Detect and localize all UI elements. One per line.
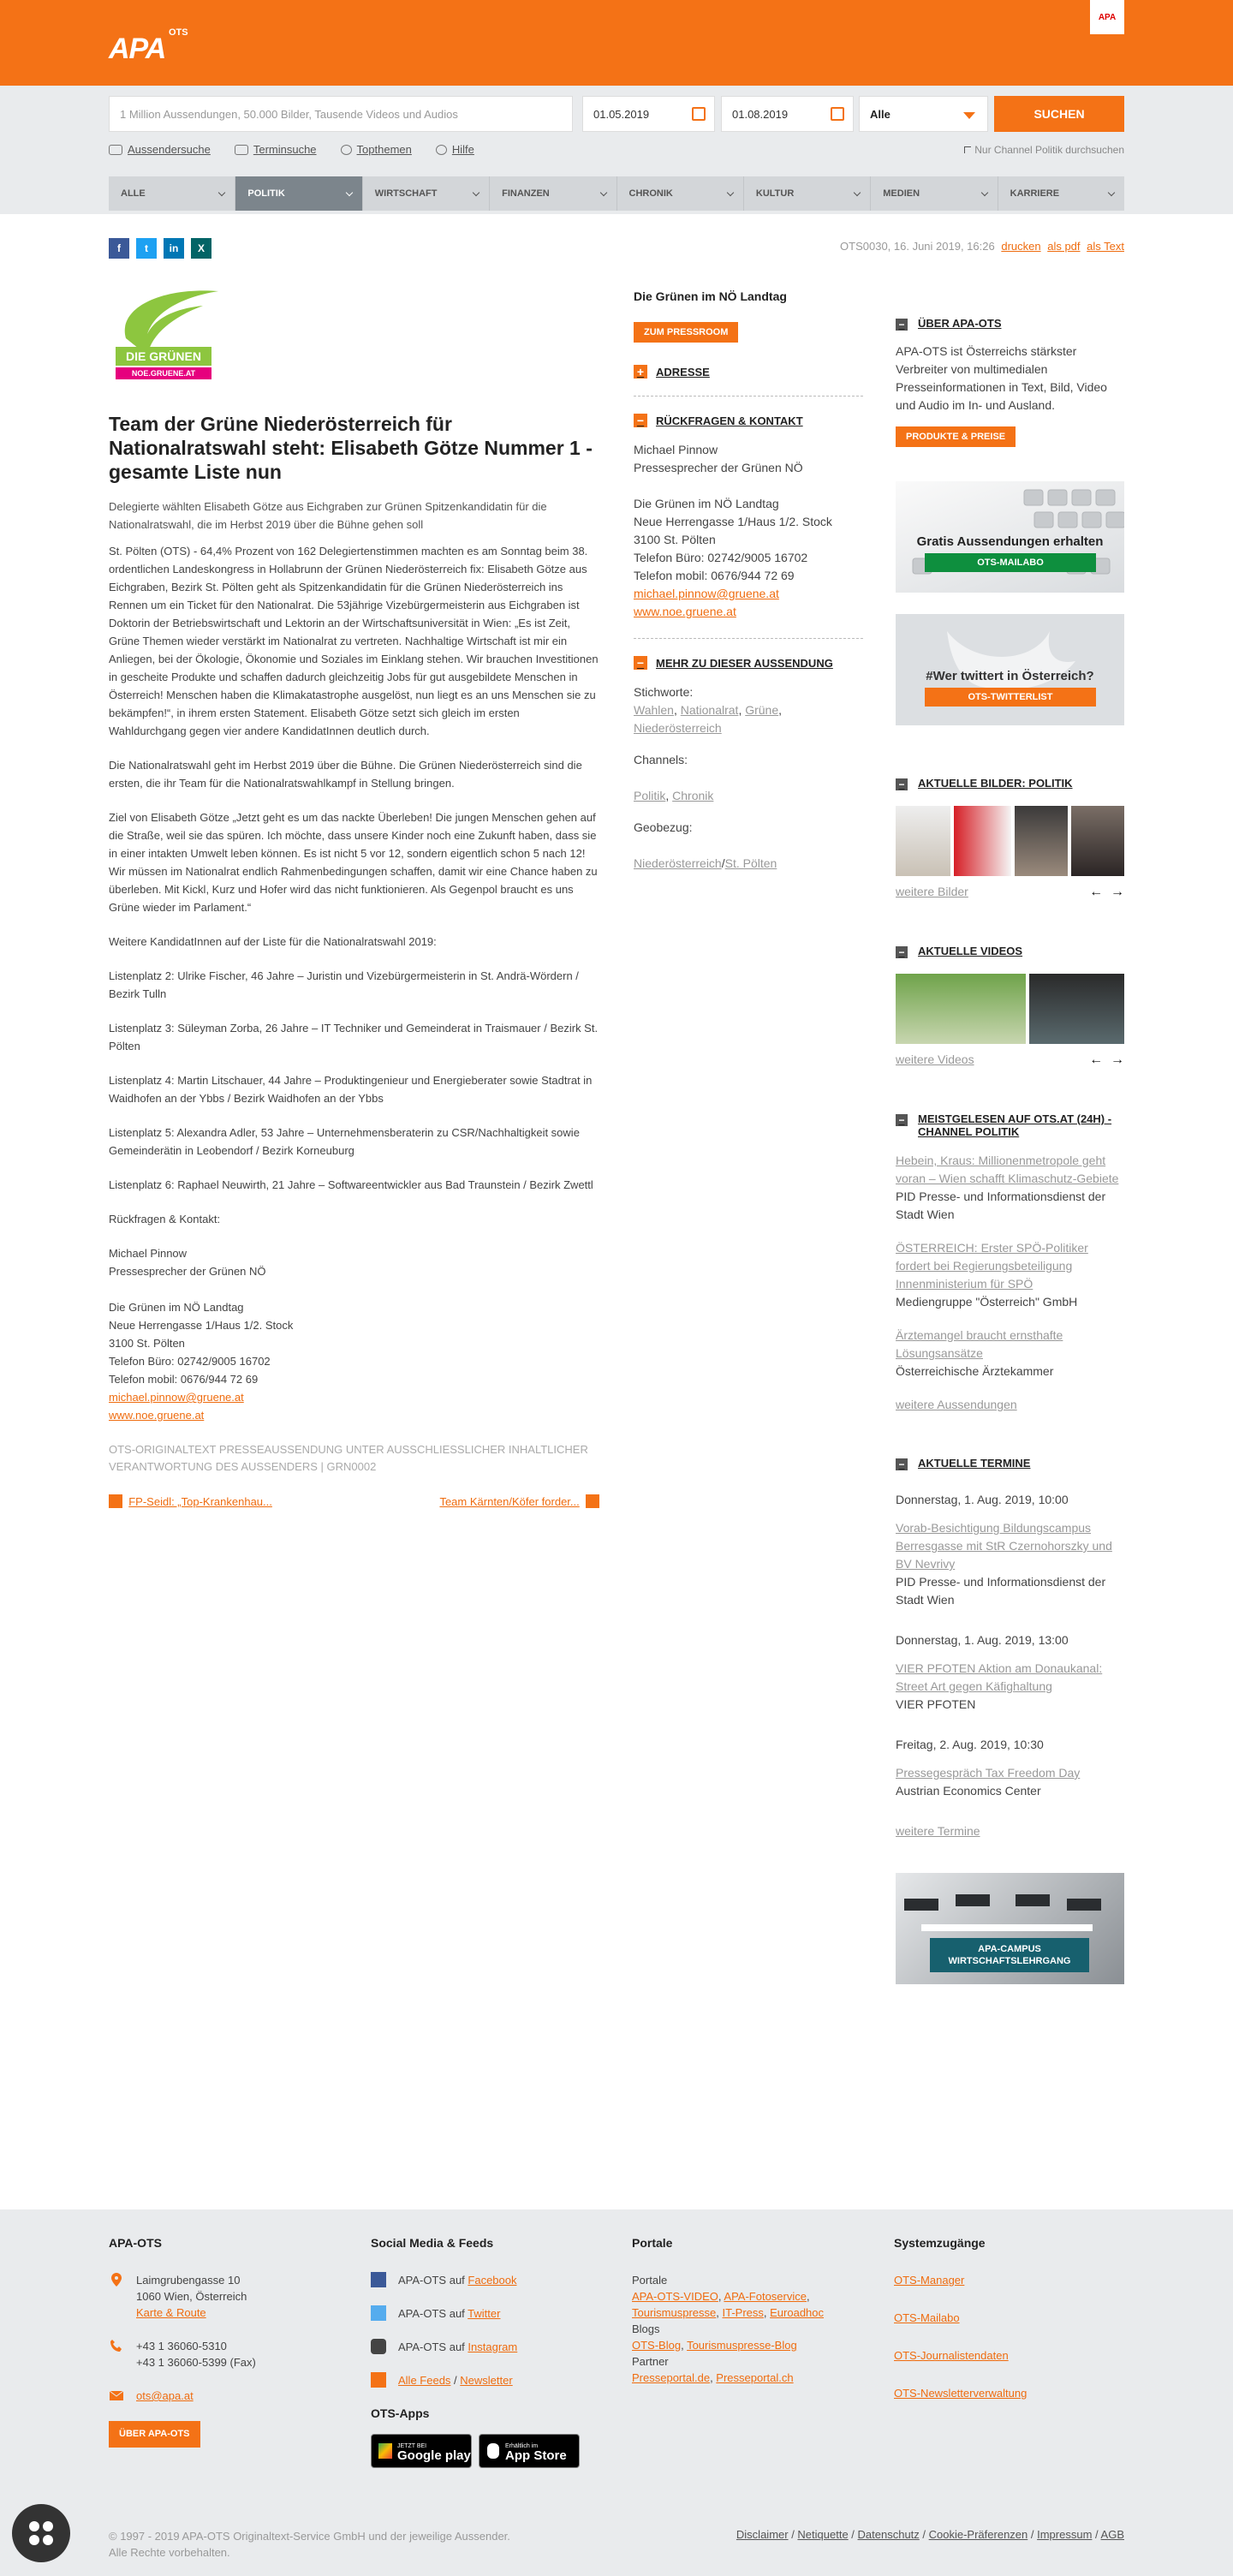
arrow-right-icon	[586, 1494, 599, 1508]
contact-role: Pressesprecher der Grünen NÖ	[634, 461, 803, 474]
list-item-source: Österreichische Ärztekammer	[896, 1364, 1054, 1378]
chevron-down-icon	[727, 189, 734, 196]
tab-label: ALLE	[121, 188, 146, 199]
stichworte: Stichworte: Wahlen, Nationalrat, Grüne, Niederösterreich	[634, 685, 783, 735]
article-paragraph: St. Pölten (OTS) - 64,4% Prozent von 162 Delegiertenstimmen machten es am Sonntag beim 38. ordentlichen Landeskongress in Hollabrunn der Grünen Niederösterreich fix: Elisabeth Götze aus Eichgraben, Bezirk St. Pölten geht als Spitzenkandidatin für die Grünen Niederösterreich ins Rennen um ein Ticket für den Nationalrat. Die 53jährige Vizebürgermeisterin aus Eichgraben ist Doktorin der Betriebswirtschaft und Lektorin an der Wirtschaftsuniversität in Wien: „Es ist Zeit, Grüne Themen wieder verstärkt im Nationalrat zu vertreten. Nachhaltige Wirtschaft ist mir ein Anliegen, bei der Ökologie, Ökonomie und Soziales im Einklang stehen. Wir brauchen Investitionen in gescheite Produkte und schaffen dadurch gleichzeitig Jobs für gut ausgebildete Menschen in Österreich! Menschen haben die Klimakatastrophe ausgelöst, nun liegt es an uns Menschen sie zu bekämpfen!“, in ihrem ersten Statement. Elisabeth Götze setzt sich gleich im ersten Wahldurchgang gegen vier andere KandidatInnen deutlich durch.	[109, 545, 599, 737]
tab-finanzen[interactable]	[490, 176, 616, 211]
section-label: ÜBER APA-OTS	[918, 317, 1002, 330]
contact-org: Die Grünen im NÖ Landtag	[109, 1301, 244, 1314]
mailabo-promo[interactable]	[896, 481, 1124, 593]
ueber-apa-ots-button[interactable]: ÜBER APA-OTS	[109, 2421, 200, 2448]
minus-icon: −	[896, 319, 908, 331]
chevron-down-icon	[346, 189, 353, 196]
social-twitter	[371, 2305, 611, 2322]
facebook-icon	[371, 2272, 386, 2287]
date-from-input[interactable]	[582, 96, 715, 132]
bilder-toggle[interactable]	[896, 777, 1124, 790]
list-item	[896, 1327, 1124, 1380]
portal-link[interactable]: APA-OTS-VIDEO	[632, 2290, 718, 2303]
list-item	[896, 1239, 1124, 1311]
checkbox-icon	[964, 146, 971, 153]
list-item-link[interactable]: VIER PFOTEN Aktion am Donaukanal: Street Art gegen Käfighaltung	[896, 1661, 1103, 1693]
tab-wirtschaft[interactable]	[363, 176, 490, 211]
thumbnail-image[interactable]	[1071, 806, 1124, 876]
mailabo-title: Gratis Aussendungen erhalten	[916, 534, 1104, 549]
tab-label: KARRIERE	[1010, 188, 1060, 199]
meistgelesen-toggle[interactable]	[896, 1112, 1124, 1138]
channels-label: Channels:	[634, 753, 688, 766]
produkte-button[interactable]: PRODUKTE & PREISE	[896, 426, 1016, 447]
chevron-down-icon	[980, 189, 987, 196]
legal-link[interactable]: Cookie-Präferenzen	[928, 2528, 1028, 2541]
portal-link[interactable]: APA-Fotoservice	[724, 2290, 807, 2303]
contact-phone: Telefon Büro: 02742/9005 16702	[634, 551, 808, 564]
phone-icon	[109, 2338, 124, 2353]
minus-icon: −	[896, 1458, 908, 1470]
instagram-link[interactable]: Instagram	[468, 2340, 518, 2353]
date-to-input[interactable]	[721, 96, 854, 132]
search-bar	[0, 86, 1233, 214]
chevron-down-icon	[473, 189, 480, 196]
list-item-link[interactable]: Hebein, Kraus: Millionenmetropole geht voran – Wien schafft Klimaschutz-Gebiete	[896, 1154, 1119, 1185]
partner-label: Partner	[632, 2355, 669, 2368]
badge-label: App Store	[505, 2448, 567, 2463]
ots-id: OTS0030, 16. Juni 2019, 16:26	[840, 240, 995, 253]
legal-links: Disclaimer / Netiquette / Datenschutz / Cookie-Präferenzen / Impressum / AGB	[736, 2528, 1124, 2541]
article	[109, 287, 599, 1508]
facebook-link[interactable]: Facebook	[468, 2274, 517, 2287]
tab-kultur[interactable]	[744, 176, 871, 211]
ueber-toggle[interactable]	[896, 317, 1124, 331]
copyright-line: © 1997 - 2019 APA-OTS Originaltext-Service GmbH und der jeweilige Aussender.	[109, 2530, 510, 2543]
print-link[interactable]: drucken	[1001, 240, 1041, 253]
section-label: AKTUELLE BILDER: POLITIK	[918, 777, 1073, 790]
article-paragraph: Listenplatz 2: Ulrike Fischer, 46 Jahre – Juristin und Vizebürgermeisterin in St. Andrä-Wördern / Bezirk Tulln	[109, 969, 579, 1000]
divider	[634, 396, 863, 397]
chevron-down-icon	[599, 189, 606, 196]
badge-small: JETZT BEI	[397, 2443, 427, 2449]
videos-toggle[interactable]	[896, 945, 1124, 958]
termin-date: Freitag, 2. Aug. 2019, 10:30	[896, 1738, 1044, 1751]
article-paragraph: Weitere KandidatInnen auf der Liste für die Nationalratswahl 2019:	[109, 935, 437, 948]
mail-icon	[109, 2388, 124, 2403]
tab-label: KULTUR	[755, 188, 795, 199]
system-link[interactable]: OTS-Newsletterverwaltung	[894, 2387, 1028, 2400]
footer-email	[109, 2388, 331, 2404]
filter-select[interactable]	[859, 96, 988, 132]
sender-name: Die Grünen im NÖ Landtag	[634, 289, 787, 303]
arrow-left-icon[interactable]: ←	[1089, 885, 1104, 899]
social-facebook	[371, 2272, 611, 2288]
list-item-source: VIER PFOTEN	[896, 1697, 976, 1711]
search-input[interactable]: 1 Million Aussendungen, 50.000 Bilder, Tausende Videos und Audios	[109, 96, 573, 132]
divider	[634, 638, 863, 639]
legal-link[interactable]: Datenschutz	[857, 2528, 920, 2541]
app-badges	[371, 2434, 611, 2470]
prev-next-nav	[109, 1494, 599, 1508]
list-item-source: Austrian Economics Center	[896, 1784, 1041, 1798]
phone-number: +43 1 36060-5310	[136, 2340, 227, 2352]
footer-col-system	[894, 2235, 1125, 2401]
channel-link[interactable]: Politik	[634, 789, 666, 802]
blogs-label: Blogs	[632, 2323, 660, 2335]
article-title: Team der Grüne Niederösterreich für Nationalratswahl steht: Elisabeth Götze Nummer 1 - gesamte Liste nun	[109, 413, 593, 483]
social-prefix: APA-OTS auf	[398, 2307, 468, 2320]
minus-icon: −	[634, 656, 647, 670]
minus-icon: −	[896, 778, 908, 790]
arrow-left-icon	[109, 1494, 122, 1508]
article-lead: Delegierte wählten Elisabeth Götze aus Eichgraben zur Grünen Spitzenkandidatin für die Nationalratswahl, die im Herbst 2019 über die Bühne gehen soll	[109, 500, 547, 531]
date-from-value: 01.05.2019	[593, 108, 650, 121]
list-item-link[interactable]: Vorab-Besichtigung Bildungscampus Berresgasse mit StR Czernohorszky und BV Nevrivy	[896, 1521, 1112, 1571]
chevron-down-icon	[218, 189, 225, 196]
contact-org: Die Grünen im NÖ Landtag	[634, 497, 779, 510]
apa-badge[interactable]: APA	[1090, 0, 1124, 34]
calendar-icon	[235, 145, 248, 155]
tab-politik[interactable]	[235, 176, 362, 211]
play-icon	[378, 2443, 392, 2459]
article-paragraph: Listenplatz 6: Raphael Neuwirth, 21 Jahre – Softwareentwickler aus Bad Traunstein / Bezirk Zwettl	[109, 1178, 593, 1191]
newsletter-link[interactable]: Newsletter	[460, 2374, 513, 2387]
ueber-text: APA-OTS ist Österreichs stärkster Verbreiter von multimedialen Presseinformationen in Text, Bild, Video und Audio im In- und Ausland.	[896, 344, 1107, 412]
twitter-promo[interactable]	[896, 614, 1124, 725]
footer-heading: Portale	[632, 2236, 673, 2250]
filter-value: Alle	[870, 108, 890, 121]
twitter-button[interactable]: OTS-TWITTERLIST	[925, 688, 1096, 707]
contact-web-link[interactable]: www.noe.gruene.at	[634, 605, 736, 618]
arrow-right-icon[interactable]: →	[1111, 885, 1124, 899]
system-link[interactable]: OTS-Manager	[894, 2274, 965, 2287]
location-pin-icon	[109, 2272, 124, 2287]
tab-label: POLITIK	[247, 188, 285, 199]
legal-link[interactable]: Impressum	[1037, 2528, 1093, 2541]
article-paragraph: Rückfragen & Kontakt:	[109, 1213, 221, 1225]
contact-name: Michael Pinnow	[634, 443, 718, 456]
blog-link[interactable]: Tourismuspresse-Blog	[687, 2339, 797, 2352]
next-label: Team Kärnten/Köfer forder...	[439, 1495, 580, 1508]
mehr-toggle[interactable]	[634, 656, 863, 670]
weitere-aussendungen-link[interactable]: weitere Aussendungen	[896, 1398, 1017, 1411]
article-body	[109, 542, 599, 1424]
social-instagram	[371, 2339, 611, 2355]
contact-block	[109, 1244, 599, 1424]
video-thumbnail[interactable]	[1029, 974, 1124, 1044]
channels: Channels: Politik, Chronik	[634, 753, 714, 802]
tab-label: WIRTSCHAFT	[374, 188, 438, 199]
contact-web-link[interactable]: www.noe.gruene.at	[109, 1409, 205, 1422]
article-paragraph: Listenplatz 5: Alexandra Adler, 53 Jahre – Unternehmensberaterin zu CSR/Nachhaltigkeit sowie Gemeinderätin in Leobendorf / Bezirk Korneuburg	[109, 1126, 580, 1157]
badge-label: Google play	[397, 2448, 471, 2463]
sidebar-contact	[634, 441, 863, 621]
termin-date: Donnerstag, 1. Aug. 2019, 10:00	[896, 1493, 1069, 1506]
bilder-footer	[896, 885, 1124, 902]
prev-label: FP-Seidl: „Top-Krankenhau...	[128, 1495, 272, 1508]
twitter-title: #Wer twittert in Österreich?	[926, 669, 1094, 683]
contact-email-link[interactable]: michael.pinnow@gruene.at	[109, 1391, 244, 1404]
link-label: Aussendersuche	[128, 143, 211, 156]
email-link[interactable]: ots@apa.at	[136, 2389, 194, 2402]
chevron-down-icon	[854, 189, 861, 196]
social-feeds: Alle Feeds / Newsletter	[371, 2372, 611, 2388]
geo-link[interactable]: Niederösterreich	[634, 856, 722, 870]
list-item-link[interactable]: ÖSTERREICH: Erster SPÖ-Politiker fordert bei Regierungsbeteiligung Innenministerium für SPÖ	[896, 1241, 1088, 1291]
channel-nav	[109, 176, 1124, 211]
tab-alle[interactable]	[109, 176, 235, 211]
tab-label: FINANZEN	[502, 188, 550, 199]
portale-label: Portale	[632, 2274, 668, 2287]
minus-icon: −	[896, 946, 908, 958]
chat-launcher[interactable]	[12, 2504, 70, 2562]
rss-icon	[371, 2372, 386, 2388]
date-to-value: 01.08.2019	[732, 108, 789, 121]
search-link-termine[interactable]	[235, 143, 317, 156]
partner-link[interactable]: Presseportal.de	[632, 2371, 711, 2384]
video-thumbnails	[896, 974, 1124, 1044]
calendar-icon[interactable]	[692, 107, 706, 121]
portal-link[interactable]: Euroadhoc	[770, 2306, 825, 2319]
legal-link[interactable]: Netiquette	[797, 2528, 849, 2541]
weitere-termine-link[interactable]: weitere Termine	[896, 1824, 980, 1838]
instagram-icon	[371, 2339, 386, 2354]
contact-phone: Telefon Büro: 02742/9005 16702	[109, 1355, 271, 1368]
info-icon	[436, 145, 447, 155]
article-paragraph: Listenplatz 4: Martin Litschauer, 44 Jahre – Produktingenieur und Energieberater sowie Stadtrat in Waidhofen an der Ybbs / Bezirk Waidhofen an der Ybbs	[109, 1074, 593, 1105]
gruene-logo[interactable]	[109, 287, 218, 391]
tab-label: CHRONIK	[628, 188, 673, 199]
list-item-source: PID Presse- und Informationsdienst der Stadt Wien	[896, 1190, 1106, 1221]
twitter-icon[interactable]: t	[136, 238, 157, 259]
google-play-badge[interactable]	[371, 2434, 472, 2468]
apa-ots-logo[interactable]	[109, 27, 194, 65]
stichworte-label: Stichworte:	[634, 685, 694, 699]
system-link[interactable]: OTS-Mailabo	[894, 2311, 960, 2324]
contact-street: Neue Herrengasse 1/Haus 1/2. Stock	[109, 1319, 294, 1332]
tag-link[interactable]: Niederösterreich	[634, 721, 722, 735]
thumbnail-image[interactable]	[1015, 806, 1068, 876]
feeds-link[interactable]: Alle Feeds	[398, 2374, 451, 2387]
arrow-right-icon[interactable]: →	[1111, 1052, 1124, 1067]
target-icon	[341, 145, 352, 155]
footer-heading: Systemzugänge	[894, 2236, 986, 2250]
contact-name: Michael Pinnow	[109, 1247, 188, 1260]
footer-heading: OTS-Apps	[371, 2406, 430, 2420]
list-item	[896, 1631, 1124, 1714]
contact-street: Neue Herrengasse 1/Haus 1/2. Stock	[634, 515, 832, 528]
footer-col-social	[371, 2235, 611, 2470]
portal-link[interactable]: Tourismuspresse	[632, 2306, 717, 2319]
facebook-icon[interactable]: f	[109, 238, 129, 259]
contact-city: 3100 St. Pölten	[109, 1337, 185, 1350]
text-link[interactable]: als Text	[1087, 240, 1124, 253]
tag-link[interactable]: Nationalrat	[680, 703, 739, 717]
top-bar	[0, 0, 1233, 86]
tab-label: MEDIEN	[883, 188, 920, 199]
plus-icon: +	[634, 365, 647, 379]
thumbnail-image[interactable]	[954, 806, 1012, 876]
tab-chronik[interactable]	[617, 176, 744, 211]
footer	[0, 2209, 1233, 2576]
address-line: Laimgrubengasse 10	[136, 2274, 241, 2287]
campus-promo[interactable]	[896, 1873, 1124, 1984]
section-label: MEISTGELESEN AUF OTS.AT (24H) - CHANNEL POLITIK	[918, 1112, 1112, 1138]
badge-small: Erhältlich im	[505, 2443, 539, 2449]
section-label: AKTUELLE VIDEOS	[918, 945, 1023, 957]
campus-button[interactable]: APA-CAMPUS WIRTSCHAFTSLEHRGANG	[930, 1938, 1089, 1972]
twitter-icon	[371, 2305, 386, 2321]
bilder-thumbnails	[896, 806, 1124, 876]
portal-link[interactable]: IT-Press	[722, 2306, 764, 2319]
app-store-badge[interactable]	[479, 2434, 580, 2468]
geobezug: Geobezug: Niederösterreich/St. Pölten	[634, 820, 777, 870]
ots-footnote: OTS-ORIGINALTEXT PRESSEAUSSENDUNG UNTER AUSSCHLIESSLICHER INHALTLICHER VERANTWORTUNG DES AUSSENDERS | GRN0002	[109, 1443, 588, 1473]
link-label: Topthemen	[356, 143, 412, 156]
search-link-hilfe[interactable]	[436, 143, 474, 156]
section-label: ADRESSE	[656, 365, 710, 379]
tab-karriere[interactable]	[998, 176, 1124, 211]
linkedin-icon[interactable]: in	[164, 238, 184, 259]
list-item	[896, 1491, 1124, 1609]
article-paragraph: Ziel von Elisabeth Götze „Jetzt geht es um das nackte Überleben! Die jungen Menschen gehen auf die Straße, weil sie das spüren. Ich möchte, dass unsere Kinder noch eine Zukunft haben, dass sie in einer intakten Umwelt leben können. Es ist nicht 5 vor 12, sondern eigentlich schon 5 nach 12! Wir müssen im Nationalrat endlich Rahmenbedingungen schaffen, damit wir eine Chance haben zu überleben. Mit Kickl, Kurz und Hofer wird das nicht funktionieren. Als Gegenpol braucht es uns Grüne wieder im Parlament.“	[109, 811, 598, 914]
right-sidebar	[896, 317, 1124, 1984]
search-links	[109, 143, 474, 156]
carousel-arrows	[1089, 1052, 1124, 1068]
section-label: MEHR ZU DIESER AUSSENDUNG	[656, 656, 833, 670]
contact-role: Pressesprecher der Grünen NÖ	[109, 1265, 266, 1278]
address-line: 1060 Wien, Österreich	[136, 2290, 247, 2303]
videos-footer	[896, 1052, 1124, 1070]
logo-text: APA	[109, 33, 166, 65]
mailabo-button[interactable]: OTS-MAILABO	[925, 553, 1096, 572]
carousel-arrows	[1089, 885, 1124, 900]
apple-icon	[487, 2443, 499, 2459]
minus-icon: −	[634, 414, 647, 427]
weitere-videos-link[interactable]: weitere Videos	[896, 1052, 974, 1066]
minus-icon: −	[896, 1114, 908, 1126]
contact-mobile: Telefon mobil: 0676/944 72 69	[109, 1373, 259, 1386]
link-label: Hilfe	[451, 143, 474, 156]
copyright-line: Alle Rechte vorbehalten.	[109, 2546, 230, 2559]
twitter-link[interactable]: Twitter	[468, 2307, 501, 2320]
truck-icon	[109, 145, 122, 155]
meistgelesen-list	[896, 1152, 1124, 1414]
partner-link[interactable]: Presseportal.ch	[716, 2371, 794, 2384]
weitere-bilder-link[interactable]: weitere Bilder	[896, 885, 968, 898]
article-paragraph: Die Nationalratswahl geht im Herbst 2019 über die Bühne. Die Grünen Niederösterreich sind die ersten, die ihr Team für die Nationalratswahlkampf in Stellung bringen.	[109, 759, 582, 790]
route-link[interactable]: Karte & Route	[136, 2306, 206, 2319]
next-article-link[interactable]	[439, 1494, 599, 1508]
rueckfragen-toggle[interactable]	[634, 414, 863, 427]
legal-link[interactable]: Disclaimer	[736, 2528, 789, 2541]
thumbnail-image[interactable]	[896, 806, 950, 876]
sender-sidebar	[634, 289, 863, 873]
list-item-source: Mediengruppe "Österreich" GmbH	[896, 1295, 1078, 1309]
tab-medien[interactable]	[871, 176, 998, 211]
tag-link[interactable]: Grüne	[745, 703, 779, 717]
footer-phone	[109, 2338, 331, 2370]
tag-link[interactable]: Wahlen	[634, 703, 674, 717]
logo-sup: OTS	[169, 27, 188, 38]
chevron-down-icon	[1108, 189, 1115, 196]
video-thumbnail[interactable]	[896, 974, 1026, 1044]
list-item-link[interactable]: Ärztemangel braucht ernsthafte Lösungsansätze	[896, 1328, 1063, 1360]
section-label: RÜCKFRAGEN & KONTAKT	[656, 414, 803, 427]
list-item	[896, 1736, 1124, 1800]
footer-col-portale: Portale Portale APA-OTS-VIDEO, APA-Fotoservice, Tourismuspresse, IT-Press, Euroadhoc Blogs OTS-Blog, Tourismuspresse-Blog Partner Presseportal.de, Presseportal.ch	[632, 2235, 872, 2386]
social-prefix: APA-OTS auf	[398, 2274, 468, 2287]
search-link-aussender[interactable]	[109, 143, 211, 156]
termine-toggle[interactable]	[896, 1457, 1124, 1470]
channel-only-checkbox[interactable]	[964, 144, 1124, 156]
chat-icon	[12, 2504, 70, 2562]
pdf-link[interactable]: als pdf	[1047, 240, 1081, 253]
list-item-source: PID Presse- und Informationsdienst der Stadt Wien	[896, 1575, 1106, 1607]
logo-sub-text: NOE.GRUENE.AT	[116, 367, 211, 379]
fax-number: +43 1 36060-5399 (Fax)	[136, 2356, 256, 2369]
copyright	[109, 2528, 510, 2561]
logo-main-text: DIE GRÜNEN	[116, 347, 211, 366]
system-link[interactable]: OTS-Journalistendaten	[894, 2349, 1009, 2362]
list-item-link[interactable]: Pressegespräch Tax Freedom Day	[896, 1766, 1081, 1780]
legal-link[interactable]: AGB	[1100, 2528, 1124, 2541]
arrow-left-icon[interactable]: ←	[1089, 1052, 1104, 1067]
adresse-toggle[interactable]	[634, 365, 863, 379]
footer-col-apaots	[109, 2235, 331, 2448]
termin-date: Donnerstag, 1. Aug. 2019, 13:00	[896, 1633, 1069, 1647]
footer-heading: APA-OTS	[109, 2236, 162, 2250]
share-row	[109, 214, 1124, 283]
channel-link[interactable]: Chronik	[672, 789, 714, 802]
checkbox-label: Nur Channel Politik durchsuchen	[974, 144, 1124, 156]
blog-link[interactable]: OTS-Blog	[632, 2339, 682, 2352]
contact-city: 3100 St. Pölten	[634, 533, 716, 546]
share-buttons	[109, 238, 211, 259]
footer-address	[109, 2272, 331, 2321]
article-paragraph: Listenplatz 3: Süleyman Zorba, 26 Jahre – IT Techniker und Gemeinderat in Traismauer / Bezirk St. Pölten	[109, 1022, 599, 1052]
contact-email-link[interactable]: michael.pinnow@gruene.at	[634, 587, 779, 600]
xing-icon[interactable]: X	[191, 238, 211, 259]
article-meta	[840, 240, 1124, 253]
search-button[interactable]: SUCHEN	[994, 96, 1124, 132]
chevron-down-icon	[963, 112, 975, 119]
search-link-topthemen[interactable]	[341, 143, 412, 156]
contact-mobile: Telefon mobil: 0676/944 72 69	[634, 569, 795, 582]
social-prefix: APA-OTS auf	[398, 2340, 468, 2353]
pressroom-button[interactable]: ZUM PRESSROOM	[634, 322, 738, 343]
section-label: AKTUELLE TERMINE	[918, 1457, 1031, 1470]
geo-label: Geobezug:	[634, 820, 693, 834]
link-label: Terminsuche	[253, 143, 317, 156]
list-item	[896, 1152, 1124, 1224]
calendar-icon[interactable]	[831, 107, 844, 121]
prev-article-link[interactable]	[109, 1494, 272, 1508]
footer-heading: Social Media & Feeds	[371, 2236, 494, 2250]
geo-link[interactable]: St. Pölten	[724, 856, 777, 870]
termine-list	[896, 1491, 1124, 1840]
